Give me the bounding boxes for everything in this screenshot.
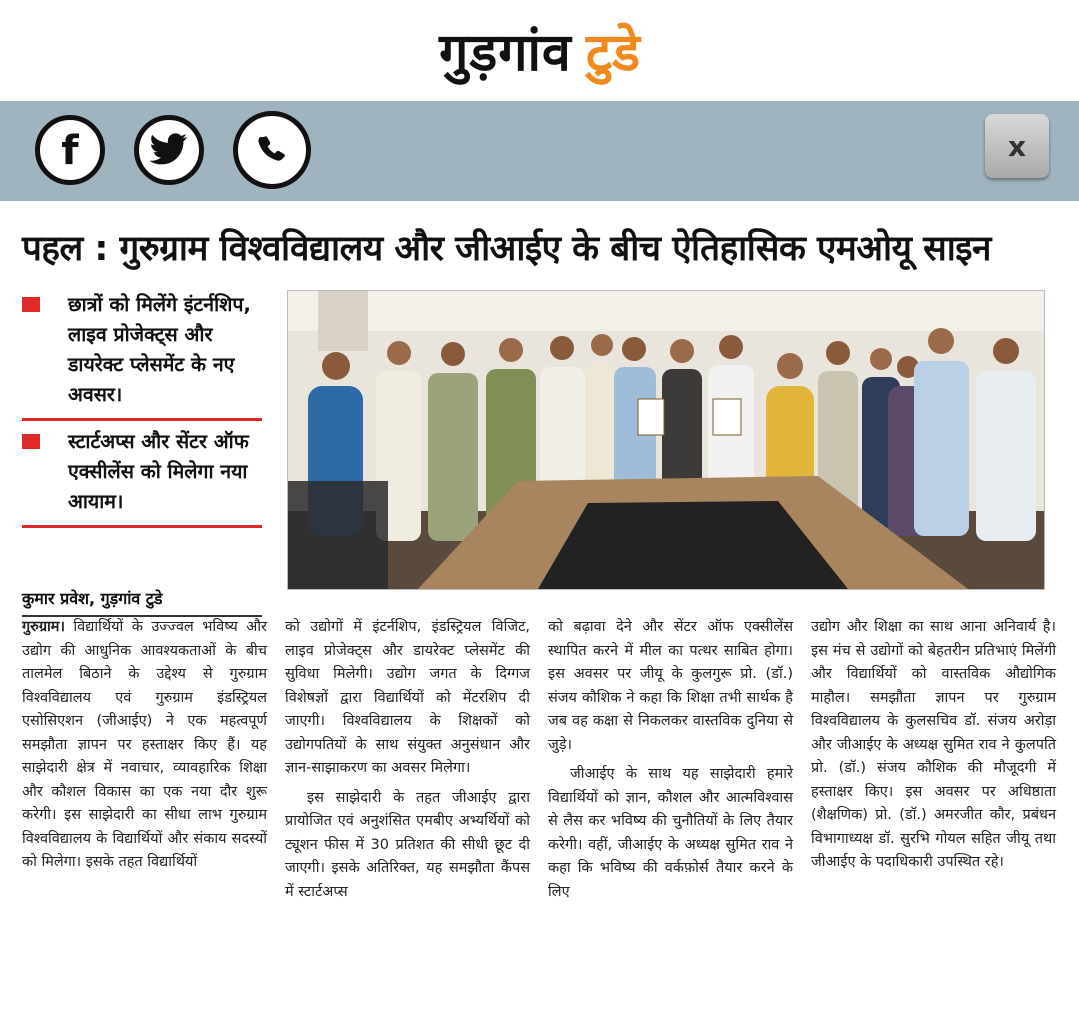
article-highlights (22, 290, 262, 534)
article-column-2 (285, 616, 530, 904)
masthead (0, 0, 1079, 100)
article-column-4 (811, 616, 1056, 875)
article-photo (287, 290, 1045, 590)
bullet-square-icon (22, 434, 40, 449)
article-headline: पहल : गुरुग्राम विश्वविद्यालय और जीआईए के बीच ऐतिहासिक एमओयू साइन (22, 229, 991, 269)
byline: कुमार प्रवेश, गुड़गांव टुडे (22, 587, 262, 617)
share-bar (0, 101, 1079, 201)
svg-text:f: f (61, 128, 79, 172)
close-button[interactable] (985, 114, 1049, 178)
whatsapp-icon[interactable] (233, 111, 311, 189)
masthead-title-part1: गुड़गांव (439, 22, 572, 83)
facebook-icon[interactable] (35, 115, 105, 185)
highlight-divider (22, 525, 262, 528)
highlight-item (22, 427, 262, 517)
column-paragraph: उद्योग और शिक्षा का साथ आना अनिवार्य है। इस मंच से उद्योगों को बेहतरीन प्रतिभाएं मिलेंगी और विद्यार्थियों को वास्तविक औद्योगिक माहौल। समझौता ज्ञापन पर गुरुग्राम विश्वविद्यालय के कुलसचिव डॉ. संजय अरोड़ा और जीआईए के अध्यक्ष सुमित राव ने कुलपति प्रो. (डॉ.) संजय कौशिक की मौजूदगी में हस्ताक्षर किए। इस अवसर पर अधिष्ठाता (शैक्षणिक) प्रो. (डॉ.) अमरजीत कौर, प्रबंधन विभागाध्यक्ष डॉ. सुरभि गोयल सहित जीयू तथा जीआईए के पदाधिकारी उपस्थित रहे। (811, 619, 1056, 870)
twitter-icon[interactable] (134, 115, 204, 185)
article-column-3 (548, 616, 793, 904)
column-paragraph: को बढ़ावा देने और सेंटर ऑफ एक्सीलेंस स्थापित करने में मील का पत्थर साबित होगा। इस अवसर पर जीयू के कुलगुरू प्रो. (डॉ.) संजय कौशिक ने कहा कि शिक्षा तभी सार्थक है जब वह कक्षा से निकलकर वास्तविक दुनिया से जुड़े। (548, 619, 793, 753)
dateline: गुरुग्राम। (22, 619, 65, 635)
column-text: विद्यार्थियों के उज्ज्वल भविष्य और उद्योग की आधुनिक आवश्यकताओं के बीच तालमेल बिठाने के उद्देश्य से गुरुग्राम विश्वविद्यालय एवं गुरुग्राम इंडस्ट्रियल एसोसिएशन (जीआईए) ने एक महत्वपूर्ण समझौता ज्ञापन पर हस्ताक्षर किए हैं। यह साझेदारी क्षेत्र में नवाचार, व्यावहारिक शिक्षा और कौशल विकास का एक नया दौर शुरू करेगी। इस साझेदारी का सीधा लाभ गुरुग्राम विश्वविद्यालय के विद्यार्थियों और संकाय सदस्यों को मिलेगा। इसके तहत विद्यार्थियों (22, 619, 267, 870)
article-column-1 (22, 616, 267, 875)
column-paragraph: इस साझेदारी के तहत जीआईए द्वारा प्रायोजित एवं अनुशंसित एमबीए अभ्यर्थियों को ट्यूशन फीस में 30 प्रतिशत की सीधी छूट दी जाएगी। इसके अतिरिक्त, यह समझौता कैंपस में स्टार्टअप्स (285, 789, 530, 900)
close-icon: x (1007, 129, 1027, 163)
bullet-square-icon (22, 297, 40, 312)
column-paragraph: को उद्योगों में इंटर्नशिप, इंडस्ट्रियल विजिट, लाइव प्रोजेक्ट्स और डायरेक्ट प्लेसमेंट की सुविधा मिलेगी। उद्योग जगत के दिग्गज विशेषज्ञों द्वारा विद्यार्थियों को मेंटरशिप दी जाएगी। विश्वविद्यालय के शिक्षकों को उद्योगपतियों के साथ संयुक्त अनुसंधान और ज्ञान-साझाकरण का अवसर मिलेगा। (285, 619, 530, 776)
column-paragraph: जीआईए के साथ यह साझेदारी हमारे विद्यार्थियों को ज्ञान, कौशल और आत्मविश्वास से लैस कर भविष्य की चुनौतियों के लिए तैयार करेगी। वहीं, जीआईए के अध्यक्ष सुमित राव ने कहा कि भविष्य की वर्कफ़ोर्स तैयार करने के लिए (548, 766, 793, 900)
masthead-title-part2: टुडे (585, 22, 640, 83)
highlight-text: छात्रों को मिलेंगे इंटर्नशिप, लाइव प्रोजेक्ट्स और डायरेक्ट प्लेसमेंट के नए अवसर। (68, 293, 251, 406)
highlight-divider (22, 418, 262, 421)
highlight-item (22, 290, 262, 410)
highlight-text: स्टार्टअप्स और सेंटर ऑफ एक्सीलेंस को मिलेगा नया आयाम। (68, 430, 249, 513)
